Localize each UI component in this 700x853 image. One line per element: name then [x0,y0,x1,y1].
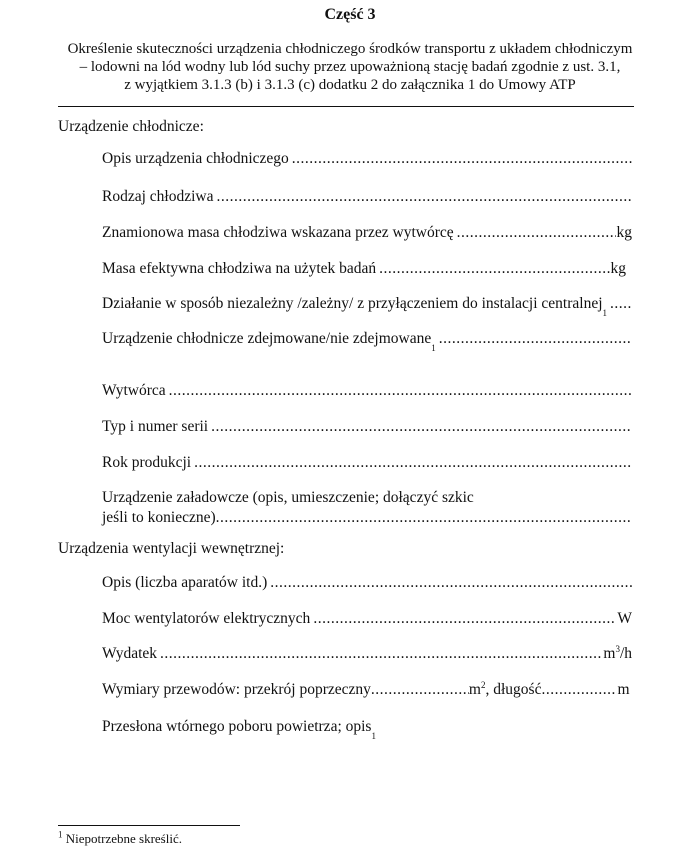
field-label: Opis urządzenia chłodniczego [102,150,289,167]
fill-line[interactable] [211,418,632,436]
field-label: Masa efektywna chłodziwa na użytek badań [102,260,377,277]
unit-label: $m^2$ [468,679,486,698]
unit-label: m [617,681,630,698]
field-dzialanie[interactable]: Działanie w sposób niezależny /zależny/ z przyłączeniem do instalacji centralnej 1 ..... [102,295,632,313]
intro-line-3: z wyjątkiem 3.1.3 (b) i 3.1.3 (c) dodatku 2 do załącznika 1 do Umowy ATP [124,77,576,93]
unit-label: $m^3/h$ [603,643,632,662]
fill-line[interactable] [160,645,602,663]
fill-line[interactable] [292,150,632,168]
footnote-text: Niepotrzebne skreślić. [65,831,182,846]
fill-line[interactable] [216,508,632,528]
field-zdejmowane[interactable]: Urządzenie chłodnicze zdejmowane/nie zdejmowane 1 ..... [102,330,632,348]
field-rodzaj-chlodziwa[interactable] [102,188,632,206]
field-przeslona[interactable]: Przesłona wtórnego poboru powietrza; opis 1 [102,718,376,741]
fill-line[interactable] [270,574,632,592]
field-label: Moc wentylatorów elektrycznych [102,610,311,627]
field-masa-znamionowa[interactable] [102,224,632,242]
field-label: Rok produkcji [102,454,192,471]
fill-line[interactable] [439,330,632,348]
field-label: Wytwórca [102,382,166,399]
fill-line[interactable] [216,188,632,206]
fill-line-dlugosc[interactable] [541,681,617,699]
fill-line[interactable] [379,260,609,278]
fill-line[interactable] [457,224,616,242]
field-label-line-1: Urządzenie załadowcze (opis, umieszczenie; dołączyć szkic [102,489,474,506]
field-label: Wydatek [102,645,158,662]
intro-line-1: Określenie skuteczności urządzenia chłodniczego środków transportu z układem chłodniczym [67,41,633,57]
field-label: Opis (liczba aparatów itd.) [102,574,268,591]
fill-line-przekroj[interactable] [371,681,469,699]
field-wymiary-przewodow[interactable] [102,681,632,699]
field-label: Rodzaj chłodziwa [102,188,214,205]
field-rok-produkcji[interactable] [102,454,632,472]
field-label-line-2: jeśli to konieczne) [102,509,216,526]
field-label: Działanie w sposób niezależny /zależny/ z przyłączeniem do instalacji centralnej [102,295,603,312]
section-heading-refrigeration: Urządzenie chłodnicze: [58,118,204,135]
fill-line[interactable] [610,295,632,313]
field-opis-urzadzenia[interactable] [102,150,632,168]
field-label: Znamionowa masa chłodziwa wskazana przez wytwórcę [102,224,454,241]
header-divider [58,106,634,107]
field-label: Typ i numer serii [102,418,209,435]
fill-line[interactable] [169,382,632,400]
fill-line[interactable] [194,454,632,472]
field-opis-wentylacji[interactable] [102,574,632,592]
section-heading-ventilation: Urządzenia wentylacji wewnętrznej: [58,540,285,557]
field-wydatek[interactable] [102,645,632,663]
unit-label: kg [616,224,632,241]
fill-line[interactable] [313,610,616,628]
field-label: Przesłona wtórnego poboru powietrza; opis [102,718,372,735]
field-urzadzenie-zaladowcze[interactable] [102,488,632,528]
field-label-dlugosc: , długość [485,681,542,698]
page-title: Część 3 [324,6,376,23]
unit-label: W [617,610,632,627]
field-masa-efektywna[interactable] [102,260,626,278]
intro-paragraph [40,40,660,94]
footnote [58,831,182,847]
field-moc-wentylatorow[interactable] [102,610,632,628]
field-label: Wymiary przewodów: przekrój poprzeczny [102,681,371,698]
footnote-divider [58,825,240,826]
unit-label: kg [610,260,626,277]
field-typ-numer-serii[interactable] [102,418,632,436]
field-label: Urządzenie chłodnicze zdejmowane/nie zdejmowane [102,330,432,347]
field-wytworca[interactable] [102,382,632,400]
footnote-mark: 1 [58,829,63,840]
intro-line-2: – lodowni na lód wodny lub lód suchy przez upoważnioną stację badań zgodnie z ust. 3.1, [79,59,621,75]
